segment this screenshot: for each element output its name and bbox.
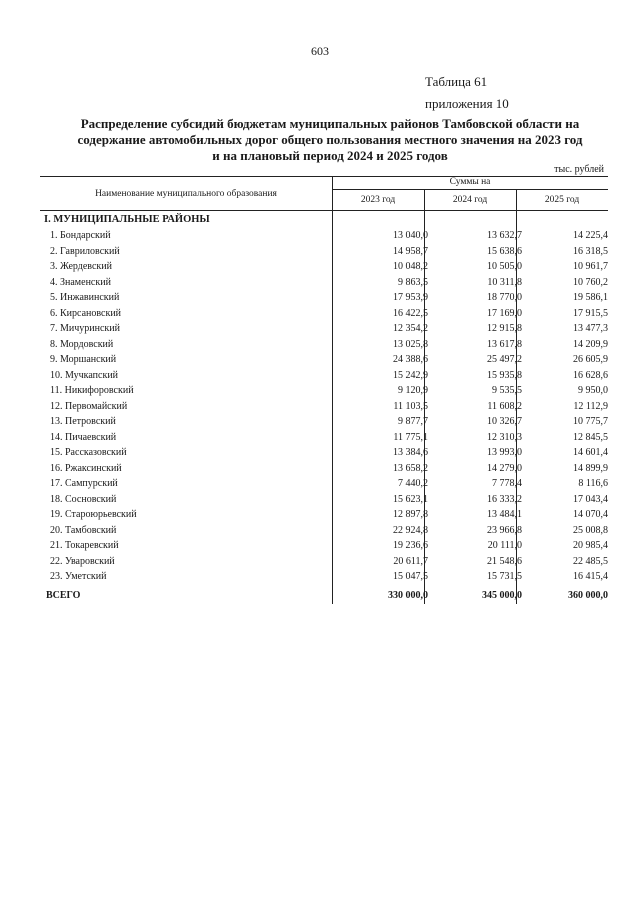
table-row bbox=[40, 261, 608, 277]
value-2023: 13 040,0 bbox=[393, 230, 428, 241]
value-2025: 14 070,4 bbox=[573, 509, 608, 520]
value-2023: 17 953,9 bbox=[393, 292, 428, 303]
row-name: 3. Жердевский bbox=[50, 261, 112, 272]
appendix-label: приложения 10 bbox=[425, 96, 509, 111]
value-2025: 14 899,9 bbox=[573, 462, 608, 474]
value-2025: 19 586,1 bbox=[573, 292, 608, 303]
table-row bbox=[40, 308, 608, 324]
value-2025: 20 985,4 bbox=[573, 540, 608, 551]
value-2024: 25 497,2 bbox=[487, 354, 522, 365]
row-name: 22. Уваровский bbox=[50, 555, 115, 567]
value-2024: 7 778,4 bbox=[492, 478, 522, 489]
value-2023: 16 422,5 bbox=[393, 307, 428, 319]
value-2024: 21 548,6 bbox=[487, 555, 522, 567]
table-row bbox=[40, 323, 608, 339]
table-row bbox=[40, 277, 608, 293]
value-2025: 16 628,6 bbox=[573, 369, 608, 381]
title-line: Распределение субсидий бюджетам муниципальных районов Тамбовской области на bbox=[80, 116, 580, 131]
header-year-2023: 2023 год bbox=[360, 195, 396, 205]
row-name: 21. Токаревский bbox=[50, 540, 119, 551]
table-row bbox=[40, 571, 608, 587]
row-name: 2. Гавриловский bbox=[50, 245, 120, 257]
value-2024: 13 484,1 bbox=[487, 509, 522, 520]
value-2024: 13 617,8 bbox=[487, 338, 522, 350]
table-row bbox=[40, 354, 608, 370]
value-2024: 11 608,2 bbox=[487, 400, 522, 412]
value-2024: 20 111,0 bbox=[487, 540, 522, 551]
value-2025: 22 485,5 bbox=[573, 555, 608, 567]
value-2025: 16 415,4 bbox=[573, 571, 608, 582]
row-name: 4. Знаменский bbox=[50, 276, 111, 288]
header-sums: Суммы на bbox=[449, 177, 491, 187]
units-label: тыс. рублей bbox=[554, 164, 604, 175]
value-2025: 14 601,4 bbox=[573, 447, 608, 458]
value-2025: 12 112,9 bbox=[573, 400, 608, 412]
row-name: 12. Первомайский bbox=[50, 400, 128, 412]
value-2025: 17 915,5 bbox=[573, 307, 608, 319]
value-2023: 12 897,8 bbox=[393, 509, 428, 520]
table-row bbox=[40, 525, 608, 541]
value-2024: 13 632,7 bbox=[487, 230, 522, 241]
row-name: 9. Моршанский bbox=[50, 354, 117, 365]
value-2024: 18 770,0 bbox=[487, 292, 522, 303]
table-row bbox=[40, 292, 608, 308]
row-name: 16. Ржаксинский bbox=[50, 462, 122, 474]
header-name-column: Наименование муниципального образования bbox=[95, 189, 277, 199]
table-row bbox=[40, 416, 608, 432]
value-2023: 13 658,2 bbox=[393, 462, 428, 474]
value-2023: 12 354,2 bbox=[393, 323, 428, 334]
table-row bbox=[40, 478, 608, 494]
value-2024: 17 169,0 bbox=[487, 307, 522, 319]
page-number: 603 bbox=[311, 44, 329, 58]
row-name: 19. Староюрьевский bbox=[50, 509, 137, 520]
table-row bbox=[40, 432, 608, 448]
row-name: 15. Рассказовский bbox=[50, 447, 127, 458]
value-2025: 8 116,6 bbox=[578, 478, 608, 489]
value-2025: 9 950,0 bbox=[578, 385, 608, 396]
row-name: 23. Уметский bbox=[50, 571, 107, 582]
total-row bbox=[40, 590, 608, 605]
value-2024: 16 333,2 bbox=[487, 493, 522, 505]
value-2023: 13 384,6 bbox=[393, 447, 428, 458]
row-name: 20. Тамбовский bbox=[50, 524, 117, 536]
value-2025: 13 477,3 bbox=[573, 323, 608, 334]
row-name: 13. Петровский bbox=[50, 416, 116, 427]
value-2025: 26 605,9 bbox=[573, 354, 608, 365]
row-name: 1. Бондарский bbox=[50, 230, 111, 241]
value-2023: 15 623,1 bbox=[393, 493, 428, 505]
value-2024: 10 505,0 bbox=[487, 261, 522, 272]
value-2025: 17 043,4 bbox=[573, 493, 608, 505]
value-2023: 20 611,7 bbox=[393, 555, 428, 567]
table-row bbox=[40, 230, 608, 246]
table-row bbox=[40, 540, 608, 556]
value-2023: 24 388,6 bbox=[393, 354, 428, 365]
value-2024: 13 993,0 bbox=[487, 447, 522, 458]
value-2024: 14 279,0 bbox=[487, 462, 522, 474]
value-2024: 23 966,8 bbox=[487, 524, 522, 536]
table-row bbox=[40, 556, 608, 572]
row-name: 11. Никифоровский bbox=[50, 385, 134, 396]
value-2025: 10 760,2 bbox=[573, 276, 608, 288]
sums-divider bbox=[332, 189, 608, 190]
row-name: 10. Мучкапский bbox=[50, 369, 119, 381]
table-row bbox=[40, 494, 608, 510]
table-row bbox=[40, 447, 608, 463]
value-2023: 15 047,5 bbox=[393, 571, 428, 582]
value-2023: 22 924,8 bbox=[393, 524, 428, 536]
row-name: 14. Пичаевский bbox=[50, 431, 117, 443]
table-row bbox=[40, 509, 608, 525]
value-2025: 14 209,9 bbox=[573, 338, 608, 350]
row-name: 17. Сампурский bbox=[50, 478, 118, 489]
value-2023: 13 025,8 bbox=[393, 338, 428, 350]
value-2024: 10 326,7 bbox=[487, 416, 522, 427]
value-2025: 12 845,5 bbox=[573, 431, 608, 443]
value-2023: 19 236,6 bbox=[393, 540, 428, 551]
total-2023: 330 000,0 bbox=[388, 590, 428, 601]
value-2023: 15 242,9 bbox=[393, 369, 428, 381]
value-2025: 14 225,4 bbox=[573, 230, 608, 241]
value-2024: 9 535,5 bbox=[492, 385, 522, 396]
row-name: 18. Сосновский bbox=[50, 493, 117, 505]
row-name: 6. Кирсановский bbox=[50, 307, 122, 319]
total-2024: 345 000,0 bbox=[482, 590, 522, 601]
value-2024: 15 935,8 bbox=[487, 369, 522, 381]
value-2023: 11 103,5 bbox=[393, 400, 428, 412]
header-year-2025: 2025 год bbox=[544, 195, 580, 205]
table-row bbox=[40, 401, 608, 417]
value-2025: 10 961,7 bbox=[573, 261, 608, 272]
value-2025: 25 008,8 bbox=[573, 524, 608, 536]
document-title bbox=[50, 116, 610, 164]
total-label: ВСЕГО bbox=[46, 590, 81, 601]
value-2023: 9 877,7 bbox=[398, 416, 428, 427]
value-2025: 16 318,5 bbox=[573, 245, 608, 257]
title-line: и на плановый период 2024 и 2025 годов bbox=[212, 148, 448, 163]
table-row bbox=[40, 246, 608, 262]
header-year-2024: 2024 год bbox=[452, 195, 488, 205]
value-2024: 15 638,6 bbox=[487, 245, 522, 257]
row-name: 8. Мордовский bbox=[50, 338, 114, 350]
value-2024: 10 311,8 bbox=[487, 276, 522, 288]
table-row bbox=[40, 370, 608, 386]
value-2024: 12 915,8 bbox=[487, 323, 522, 334]
title-line: содержание автомобильных дорог общего пользования местного значения на 2023 год bbox=[77, 132, 583, 147]
row-name: 7. Мичуринский bbox=[50, 323, 120, 334]
value-2025: 10 775,7 bbox=[573, 416, 608, 427]
table-label: Таблица 61 bbox=[425, 74, 488, 89]
table-row bbox=[40, 385, 608, 401]
table-row bbox=[40, 339, 608, 355]
value-2023: 9 863,5 bbox=[398, 276, 428, 288]
section-title: I. МУНИЦИПАЛЬНЫЕ РАЙОНЫ bbox=[44, 214, 210, 225]
total-2025: 360 000,0 bbox=[568, 590, 608, 601]
value-2024: 12 310,3 bbox=[487, 431, 522, 443]
value-2024: 15 731,5 bbox=[487, 571, 522, 582]
value-2023: 11 775,1 bbox=[393, 431, 428, 443]
header-bottom-border bbox=[40, 210, 608, 211]
value-2023: 10 048,2 bbox=[393, 261, 428, 272]
value-2023: 9 120,9 bbox=[398, 385, 428, 396]
row-name: 5. Инжавинский bbox=[50, 292, 120, 303]
table-body bbox=[40, 230, 608, 587]
value-2023: 14 958,7 bbox=[393, 245, 428, 257]
value-2023: 7 440,2 bbox=[398, 478, 428, 489]
table-row bbox=[40, 463, 608, 479]
